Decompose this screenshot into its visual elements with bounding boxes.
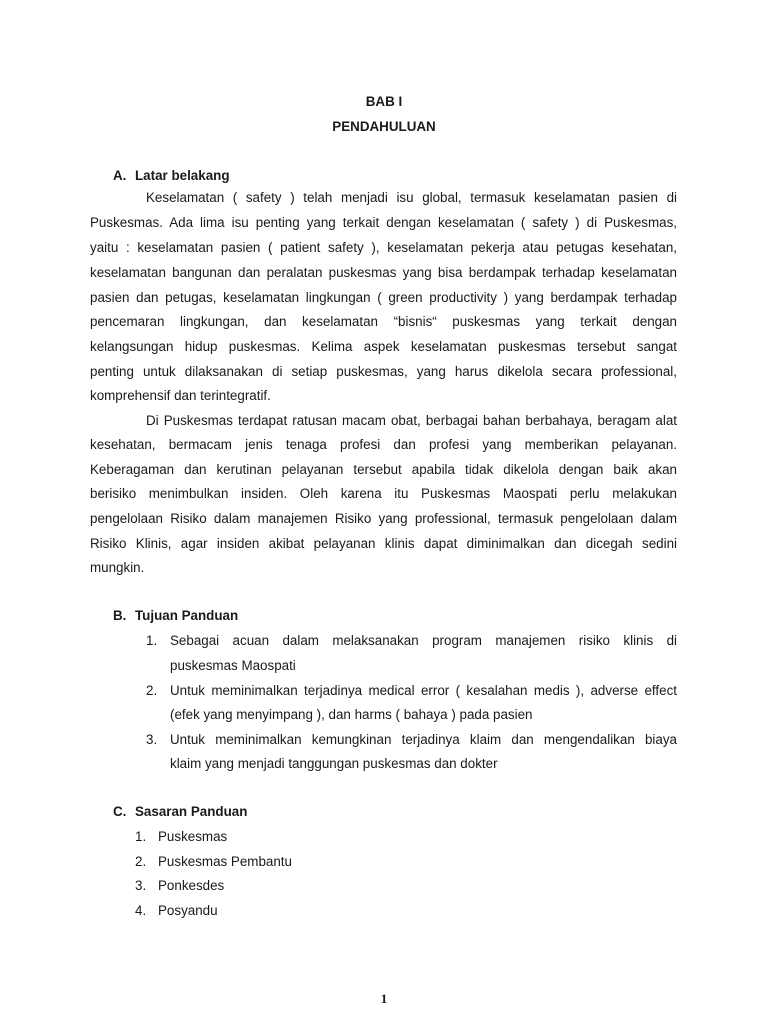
list-text: Puskesmas <box>158 829 228 844</box>
paragraph-line: penting untuk dilaksanakan di setiap puskesmas, yang harus dikelola secara professional, <box>90 364 677 379</box>
list-text: Sebagai acuan dalam melaksanakan program manajemen risiko klinis di <box>170 633 677 648</box>
section-c-letter: C. <box>113 804 127 819</box>
list-number: 4. <box>135 903 147 918</box>
list-text: Ponkesdes <box>158 878 225 893</box>
list-number: 2. <box>135 854 147 869</box>
paragraph-line: pengelolaan Risiko dalam manajemen Risiko yang professional, termasuk pengelolaan dalam <box>90 511 677 526</box>
list-text: Untuk meminimalkan terjadinya medical error ( kesalahan medis ), adverse effect <box>170 683 677 698</box>
paragraph-line: pencemaran lingkungan, dan keselamatan “bisnis“ puskesmas yang terkait dengan <box>90 314 677 329</box>
list-text: Puskesmas Pembantu <box>158 854 292 869</box>
list-number: 2. <box>146 683 158 698</box>
list-text-continued: klaim yang menjadi tanggungan puskesmas dan dokter <box>170 756 498 771</box>
section-b-letter: B. <box>113 608 127 623</box>
section-b-title: Tujuan Panduan <box>135 608 239 623</box>
paragraph-line: keselamatan bangunan dan peralatan puskesmas yang bisa berdampak terhadap keselamatan <box>90 265 677 280</box>
page-number: 1 <box>380 991 388 1006</box>
section-c-heading <box>113 804 247 819</box>
paragraph-line: Keberagaman dan kerutinan pelayanan tersebut apabila tidak dikelola dengan baik akan <box>90 462 677 477</box>
paragraph-line: yaitu : keselamatan pasien ( patient safety ), keselamatan pekerja atau petugas kesehatan, <box>90 240 677 255</box>
list-number: 1. <box>135 829 147 844</box>
paragraph-line: kelangsungan hidup puskesmas. Kelima aspek keselamatan puskesmas tersebut sangat <box>90 339 677 354</box>
paragraph-line: Keselamatan ( safety ) telah menjadi isu global, termasuk keselamatan pasien di <box>146 190 677 205</box>
paragraph-line: Puskesmas. Ada lima isu penting yang terkait dengan keselamatan ( safety ) di Puskesmas, <box>90 215 677 230</box>
paragraph-line: komprehensif dan terintegratif. <box>90 388 271 403</box>
paragraph-line: Risiko Klinis, agar insiden akibat pelayanan klinis dapat diminimalkan dan dicegah sedini <box>90 536 677 551</box>
list-text: Untuk meminimalkan kemungkinan terjadinya klaim dan mengendalikan biaya <box>170 732 677 747</box>
section-a-letter: A. <box>113 168 127 183</box>
chapter-title: PENDAHULUAN <box>332 119 436 134</box>
paragraph-line: kesehatan, bermacam jenis tenaga profesi dan profesi yang memberikan pelayanan. <box>90 437 677 452</box>
section-c-title: Sasaran Panduan <box>135 804 248 819</box>
chapter-label: BAB I <box>365 94 403 109</box>
paragraph-line: mungkin. <box>90 560 145 575</box>
paragraph-line: Di Puskesmas terdapat ratusan macam obat, berbagai bahan berbahaya, beragam alat <box>146 413 677 428</box>
paragraph-line: pasien dan petugas, keselamatan lingkungan ( green productivity ) yang berdampak terhadap <box>90 290 677 305</box>
list-number: 1. <box>146 633 158 648</box>
section-b-heading <box>113 608 238 623</box>
list-text-continued: puskesmas Maospati <box>170 658 296 673</box>
paragraph-line: berisiko menimbulkan insiden. Oleh karena itu Puskesmas Maospati perlu melakukan <box>90 486 677 501</box>
list-text-continued: (efek yang menyimpang ), dan harms ( bahaya ) pada pasien <box>170 707 533 722</box>
section-a-heading <box>113 168 230 183</box>
list-text: Posyandu <box>158 903 218 918</box>
list-number: 3. <box>135 878 147 893</box>
list-number: 3. <box>146 732 158 747</box>
section-a-title: Latar belakang <box>135 168 230 183</box>
